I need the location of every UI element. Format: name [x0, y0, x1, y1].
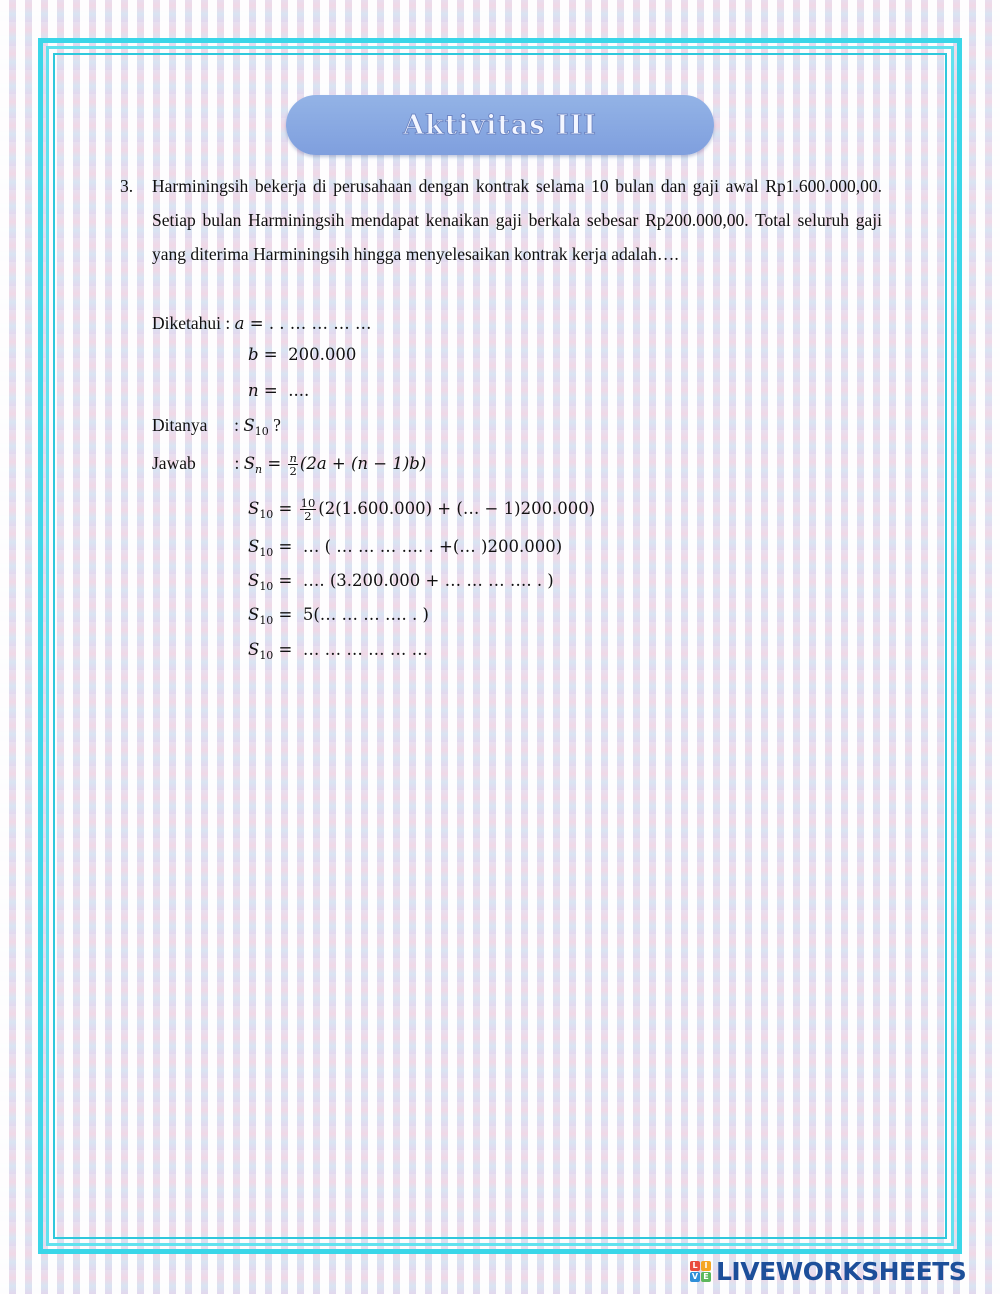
liveworksheets-logo-icon	[690, 1261, 711, 1282]
known-b-value: 200.000	[288, 345, 357, 364]
answer-step-3[interactable]: $S_{10}$ = …. (3.200.000 + … … … …. . )	[248, 571, 554, 593]
answer-formula-row: Jawab : $S_n$ = $\frac{n}{2}$ (2a + (n − 1)b)	[152, 451, 427, 478]
liveworksheets-logo-text: LIVEWORKSHEETS	[716, 1256, 967, 1286]
known-row-b: b = 200.000	[248, 345, 357, 364]
page-title: Aktivitas III	[403, 109, 597, 141]
title-banner	[286, 95, 714, 155]
asked-row: Ditanya : $S_{10}$ ?	[152, 415, 281, 438]
known-a: a = . . … … … …	[234, 314, 372, 333]
known-row-n: n = ....	[248, 381, 310, 400]
answer-step-4[interactable]: $S_{10}$ = 5(… … … …. . )	[248, 605, 429, 627]
known-a-blank[interactable]: . . … … … …	[268, 314, 372, 333]
question-text: Harminingsih bekerja di perusahaan dengan kontrak selama 10 bulan dan gaji awal Rp1.600.000,00. Setiap bulan Harminingsih mendapat kenaikan gaji berkala sebesar Rp200.000,00. Total seluruh gaji yang diterima Harminingsih hingga menyelesaikan kontrak kerja adalah….	[152, 176, 882, 264]
known-n-blank[interactable]: ....	[288, 381, 310, 400]
logo-tile-l: L	[690, 1261, 700, 1271]
arithmetic-series-formula: $S_n$ = $\frac{n}{2}$ (2a + (n − 1)b)	[243, 451, 427, 478]
known-row-a: Diketahui : a = . . … … … …	[152, 313, 372, 333]
answer-label: Jawab	[152, 453, 196, 473]
answer-step-2[interactable]: $S_{10}$ = … ( … … … …. . +(… )200.000)	[248, 537, 563, 559]
logo-tile-i: I	[701, 1261, 711, 1271]
question-number: 3.	[120, 176, 134, 196]
logo-tile-v: V	[691, 1271, 699, 1281]
liveworksheets-logo	[690, 1253, 966, 1289]
answer-step-5[interactable]: $S_{10}$ = … … … … … …	[248, 640, 429, 662]
answer-step-1[interactable]: $S_{10}$ = $\frac{10}{2}$ (2(1.600.000) + (… − 1)200.000)	[248, 496, 596, 523]
asked-label: Ditanya	[152, 415, 208, 435]
known-label: Diketahui	[152, 313, 222, 333]
logo-tile-e: E	[701, 1272, 711, 1282]
